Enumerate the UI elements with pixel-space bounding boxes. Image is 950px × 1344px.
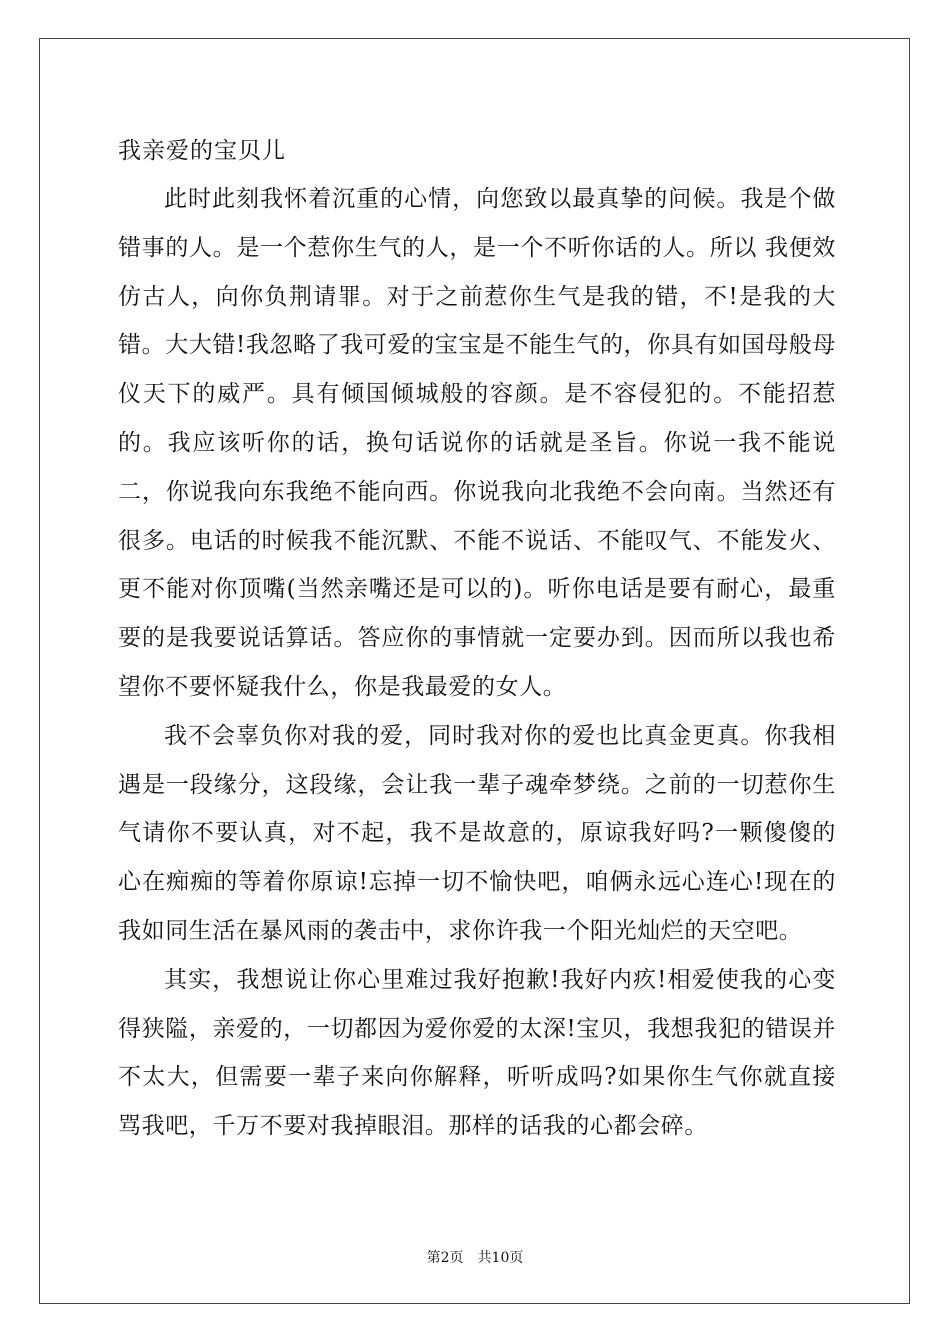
paragraph-1: 此时此刻我怀着沉重的心情，向您致以最真挚的问候。我是个做错事的人。是一个惹你生气的人，是一个不听你话的人。所以 我便效仿古人，向你负荆请罪。对于之前惹你生气是我的错，不!是我的大错。大大错!我忽略了我可爱的宝宝是不能生气的，你具有如国母般母仪天下的威严。具有倾国倾城般的容颜。是不容侵犯的。不能招惹的。我应该听你的话，换句话说你的话就是圣旨。你说一我不能说二，你说我向东我绝不能向西。你说我向北我绝不会向南。当然还有很多。电话的时候我不能沉默、不能不说话、不能叹气、不能发火、更不能对你顶嘴(当然亲嘴还是可以的)。听你电话是要有耐心，最重要的是我要说话算话。答应你的事情就一定要办到。因而所以我也希望你不要怀疑我什么，你是我最爱的女人。 [118,186,836,700]
paragraph-3: 其实，我想说让你心里难过我好抱歉!我好内疚!相爱使我的心变得狭隘，亲爱的，一切都因为爱你爱的太深!宝贝，我想我犯的错误并不太大，但需要一辈子来向你解释，听听成吗?如果你生气你就直接骂我吧，千万不要对我掉眼泪。那样的话我的心都会碎。 [118,966,836,1140]
page-total: 共10页 [477,1250,524,1266]
page-current: 第2页 [426,1250,464,1266]
paragraph-2: 我不会辜负你对我的爱，同时我对你的爱也比真金更真。你我相遇是一段缘分，这段缘，会让我一辈子魂牵梦绕。之前的一切惹你生气请你不要认真，对不起，我不是故意的，原谅我好吗?一颗傻傻的心在痴痴的等着你原谅!忘掉一切不愉快吧，咱俩永远心连心!现在的我如同生活在暴风雨的袭击中，求你许我一个阳光灿烂的天空吧。 [118,722,836,944]
page-footer [0,1247,950,1267]
document-body [118,127,836,1151]
salutation: 我亲爱的宝贝儿 [118,138,286,164]
